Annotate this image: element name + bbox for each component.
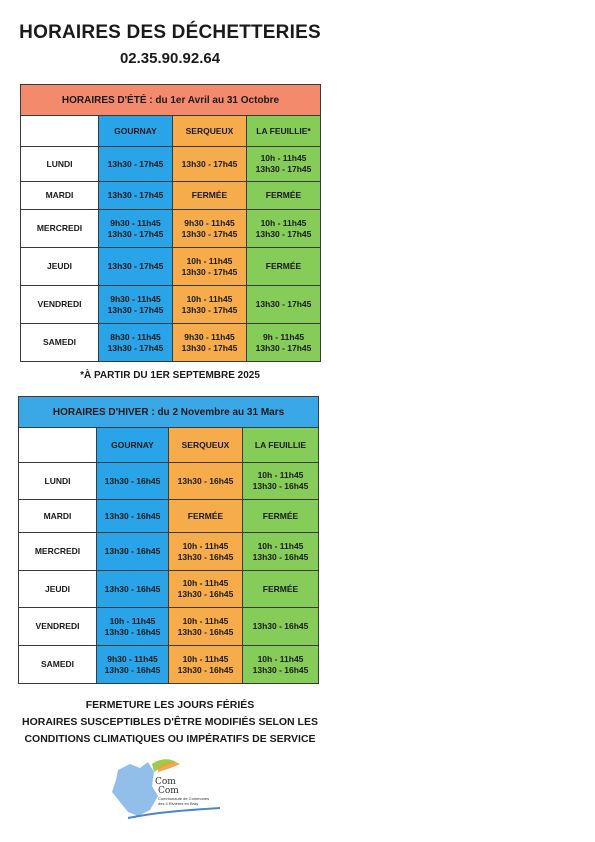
logo-word-com1: Com [155, 777, 176, 787]
hours-line: 13h30 - 17h45 [107, 304, 164, 315]
schedule-cell [247, 182, 321, 210]
schedule-cell [99, 210, 173, 248]
summer-schedule-table [20, 84, 321, 362]
column-header: LA FEUILLIE [243, 428, 319, 463]
hours-line: 13h30 - 17h45 [255, 299, 312, 309]
schedule-cell [247, 210, 321, 248]
table-row [21, 147, 321, 182]
footer-line-modifications: HORAIRES SUSCEPTIBLES D'ÊTRE MODIFIÉS SELON LES [22, 716, 318, 728]
hours-line: FERMÉE [187, 510, 224, 521]
hours-line: 13h30 - 16h45 [104, 546, 161, 556]
hours-line: 13h30 - 17h45 [181, 342, 238, 353]
header-corner-cell [21, 116, 99, 147]
logo-caption-1: Communauté de Communes [158, 796, 210, 801]
hours-line: 13h30 - 16h45 [177, 664, 234, 675]
hours-line: 10h - 11h45 [182, 540, 229, 551]
hours-line: 9h30 - 11h45 [107, 653, 158, 664]
column-header: GOURNAY [97, 428, 169, 463]
hours-line: 13h30 - 17h45 [181, 158, 238, 169]
schedule-cell [169, 571, 243, 608]
hours-line: FERMÉE [191, 190, 228, 200]
header-corner-cell [19, 428, 97, 463]
table-row [21, 248, 321, 286]
hours-line: 10h - 11h45 [257, 540, 304, 551]
hours-line: 13h30 - 17h45 [181, 266, 238, 277]
hours-line: FERMÉE [265, 261, 302, 271]
table-row [21, 210, 321, 248]
hours-line: 10h - 11h45 [260, 153, 307, 163]
hours-line: 13h30 - 17h45 [107, 342, 164, 353]
schedule-cell [99, 324, 173, 362]
day-label: MERCREDI [21, 210, 99, 248]
summer-period-header: HORAIRES D'ÉTÉ : du 1er Avril au 31 Octobre [21, 85, 321, 116]
hours-line: 13h30 - 16h45 [252, 664, 309, 675]
hours-line: 13h30 - 17h45 [255, 164, 312, 174]
footer-line-holidays: FERMETURE LES JOURS FÉRIÉS [85, 699, 255, 711]
hours-line: 13h30 - 16h45 [177, 551, 234, 562]
hours-line: 13h30 - 16h45 [104, 626, 161, 637]
hours-line: 10h - 11h45 [257, 653, 304, 664]
schedule-cell [97, 646, 169, 684]
hours-line: 13h30 - 16h45 [104, 475, 161, 486]
logo-word-com2: Com [158, 786, 179, 796]
schedule-cell [173, 210, 247, 248]
hours-line: 10h - 11h45 [186, 255, 233, 266]
column-header: LA FEUILLIE* [247, 116, 321, 147]
hours-line: 10h - 11h45 [182, 615, 229, 626]
schedule-cell [243, 571, 319, 608]
hours-line: 13h30 - 17h45 [107, 190, 164, 200]
day-label: VENDREDI [21, 286, 99, 324]
table-row [19, 533, 319, 571]
schedule-cell [169, 646, 243, 684]
schedule-cell [99, 248, 173, 286]
hours-line: FERMÉE [265, 190, 302, 200]
schedule-cell [99, 286, 173, 324]
schedule-cell [99, 182, 173, 210]
day-label: LUNDI [21, 147, 99, 182]
hours-line: FERMÉE [262, 583, 299, 594]
day-label: JEUDI [21, 248, 99, 286]
comcom-logo [108, 756, 228, 826]
schedule-cell [243, 608, 319, 646]
hours-line: 13h30 - 16h45 [104, 583, 161, 594]
hours-line: FERMÉE [262, 510, 299, 521]
table-row [19, 500, 319, 533]
winter-schedule-table [18, 396, 319, 684]
schedule-cell [247, 324, 321, 362]
schedule-cell [97, 533, 169, 571]
hours-line: 10h - 11h45 [260, 217, 307, 228]
hours-line: 10h - 11h45 [109, 615, 156, 626]
hours-line: 13h30 - 17h45 [255, 228, 312, 239]
hours-line: 13h30 - 16h45 [252, 551, 309, 562]
schedule-cell [173, 147, 247, 182]
schedule-cell [97, 500, 169, 533]
day-label: JEUDI [19, 571, 97, 608]
table-row [19, 646, 319, 684]
table-row [19, 608, 319, 646]
schedule-cell [169, 500, 243, 533]
schedule-cell [243, 500, 319, 533]
schedule-cell [169, 463, 243, 500]
hours-line: 8h30 - 11h45 [110, 331, 161, 342]
hours-line: 9h30 - 11h45 [110, 293, 161, 304]
map-logo-icon [108, 756, 228, 826]
winter-period-header: HORAIRES D'HIVER : du 2 Novembre au 31 Mars [19, 397, 319, 428]
schedule-cell [173, 248, 247, 286]
day-label: SAMEDI [19, 646, 97, 684]
schedule-cell [173, 286, 247, 324]
hours-line: 10h - 11h45 [182, 653, 229, 664]
september-note: *À PARTIR DU 1ER SEPTEMBRE 2025 [80, 370, 260, 381]
day-label: MARDI [19, 500, 97, 533]
phone-number: 02.35.90.92.64 [119, 50, 221, 67]
schedule-cell [247, 248, 321, 286]
hours-line: 13h30 - 16h45 [252, 481, 309, 491]
schedule-cell [173, 324, 247, 362]
column-header: GOURNAY [99, 116, 173, 147]
table-row [21, 182, 321, 210]
hours-line: 9h - 11h45 [262, 331, 305, 342]
hours-line: 10h - 11h45 [257, 470, 304, 480]
hours-line: 13h30 - 17h45 [107, 228, 164, 239]
table-row [19, 571, 319, 608]
page-title: HORAIRES DES DÉCHETTERIES [19, 22, 321, 43]
schedule-cell [169, 533, 243, 571]
schedule-cell [97, 608, 169, 646]
schedule-cell [169, 608, 243, 646]
schedule-cell [243, 533, 319, 571]
hours-line: 13h30 - 17h45 [255, 342, 312, 353]
schedule-cell [97, 571, 169, 608]
hours-line: 13h30 - 16h45 [104, 664, 161, 675]
logo-caption-2: des 4 Rivières en Bray [158, 801, 199, 806]
column-header: SERQUEUX [169, 428, 243, 463]
schedule-cell [99, 147, 173, 182]
hours-line: 13h30 - 17h45 [107, 158, 164, 169]
footer-notice [0, 697, 340, 748]
hours-line: 13h30 - 17h45 [181, 304, 238, 315]
hours-line: 9h30 - 11h45 [110, 217, 161, 228]
hours-line: 10h - 11h45 [182, 578, 229, 588]
day-label: LUNDI [19, 463, 97, 500]
hours-line: 13h30 - 17h45 [181, 228, 238, 239]
schedule-cell [243, 463, 319, 500]
hours-line: 13h30 - 17h45 [107, 261, 164, 271]
hours-line: 10h - 11h45 [186, 293, 233, 304]
hours-line: 9h30 - 11h45 [184, 331, 235, 342]
hours-line: 13h30 - 16h45 [177, 475, 234, 486]
day-label: SAMEDI [21, 324, 99, 362]
day-label: MERCREDI [19, 533, 97, 571]
hours-line: 13h30 - 16h45 [104, 510, 161, 521]
table-row [21, 324, 321, 362]
footer-line-conditions: CONDITIONS CLIMATIQUES OU IMPÉRATIFS DE SERVICE [24, 733, 316, 745]
schedule-cell [247, 286, 321, 324]
schedule-cell [173, 182, 247, 210]
day-label: MARDI [21, 182, 99, 210]
schedule-cell [247, 147, 321, 182]
table-row [19, 463, 319, 500]
table-row [21, 286, 321, 324]
schedule-cell [97, 463, 169, 500]
hours-line: 13h30 - 16h45 [177, 626, 234, 637]
hours-line: 13h30 - 16h45 [252, 621, 309, 631]
column-header: SERQUEUX [173, 116, 247, 147]
day-label: VENDREDI [19, 608, 97, 646]
hours-line: 13h30 - 16h45 [177, 589, 234, 599]
hours-line: 9h30 - 11h45 [184, 217, 235, 228]
schedule-cell [243, 646, 319, 684]
